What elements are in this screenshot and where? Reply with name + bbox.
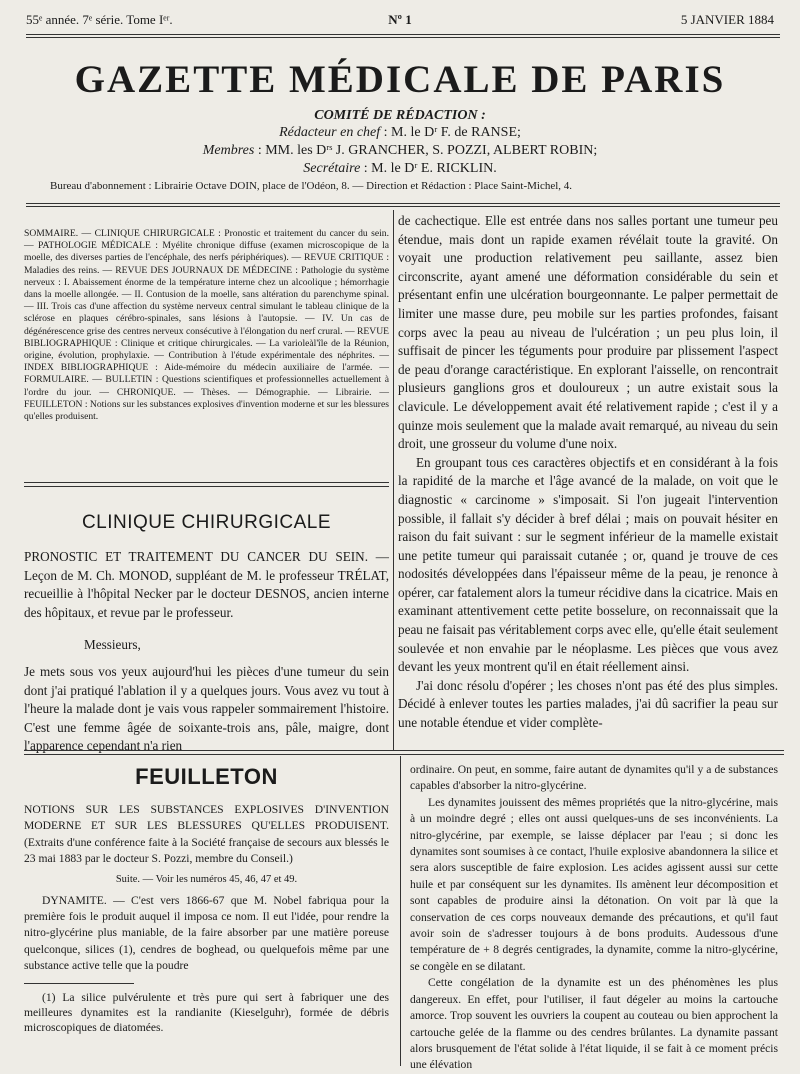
clinique-paragraph: Je mets sous vos yeux aujourd'hui les pièces d'une tumeur du sein dont j'ai pratiqué l'ablation il y a quelques jours. Vous avez vu tout à l'heure la malade dont je vais vous rappeler sommairement l'histoire. C'est une femme âgée de soixante-trois ans, pâle, maigre, dont l'apparence cependant n'a rien xyxy=(24,663,389,754)
feuilleton-title: FEUILLETON xyxy=(135,764,278,789)
masthead-rule-double xyxy=(26,206,780,207)
masthead-rule xyxy=(26,203,780,204)
secretaire-label: Secrétaire xyxy=(303,161,361,176)
footnote-rule xyxy=(24,983,134,984)
edition-info: 55ᵉ année. 7ᵉ série. Tome Iᵉʳ. xyxy=(26,12,173,27)
secretaire-value: : M. le Dʳ E. RICKLIN. xyxy=(360,161,497,176)
redacteur-line xyxy=(26,124,774,142)
sommaire-rule xyxy=(24,482,389,483)
issue-date: 5 JANVIER 1884 xyxy=(680,12,774,27)
clinique-intro: PRONOSTIC ET TRAITEMENT DU CANCER DU SEIN. — Leçon de M. Ch. MONOD, suppléant de M. le professeur TRÉLAT, recueillie à l'hôpital Necker par le docteur DESNOS, ancien interne des hôpitaux, et revue par le professeur. xyxy=(24,549,389,620)
issue-header xyxy=(26,12,774,30)
right-top-p3: J'ai donc résolu d'opérer ; les choses n'ont pas été des plus simples. Décidé à enlever toutes les parties malades, j'ai dû sacrifier la peau sur une notable étendue et vider complète- xyxy=(398,677,778,731)
newspaper-title: GAZETTE MÉDICALE DE PARIS xyxy=(74,58,726,101)
issue-number: Nº 1 xyxy=(388,12,412,27)
feuilleton-footnote: (1) La silice pulvérulente et très pure qui sert à fabriquer une des meilleures dynamites est la randianite (Kieselguhr), formée de débris microscopiques de diatomées. xyxy=(24,990,389,1034)
membres-value: : MM. les Dʳˢ J. GRANCHER, S. POZZI, ALBERT ROBIN; xyxy=(254,143,598,158)
feuilleton-rule-double xyxy=(24,754,784,755)
comite-heading: COMITÉ DE RÉDACTION : xyxy=(314,108,486,123)
header-rule xyxy=(26,34,780,35)
membres-label: Membres xyxy=(202,143,255,158)
redacteur-label: Rédacteur en chef xyxy=(279,125,381,140)
right-bottom-p2: Les dynamites jouissent des mêmes propriétés que la nitro-glycérine, mais à un moindre degré ; elles ont aussi quelques-uns de ses inconvénients. La nitro-glycérine, par exemple, se laisse déplacer par l'eau ; si donc les dynamites sont soumises à ce contact, l'huile explosive abandonnera la silice et sera alors susceptible de faire explosion. Les acides agissent aussi sur cette huile et par conséquent sur les dynamites. Ils amènent leur décomposition et sont capables de produire ainsi la détonation. On voit par là que la conservation de ces corps nouveaux demande des précautions, et qu'il faut avoir soin de s'adresser toujours à de bons produits. Audessous d'une température de + 8 degrés centigrades, la dynamite, comme la nitro-glycérine, se congèle en se dilatant. xyxy=(410,795,778,973)
secretaire-line xyxy=(26,160,774,178)
right-bottom-p1: ordinaire. On peut, en somme, faire autant de dynamites qu'il y a de substances capables d'absorber la nitro-glycérine. xyxy=(410,763,778,793)
right-bottom-p3: Cette congélation de la dynamite est un des phénomènes les plus dangereux. En effet, pour l'utiliser, il faut dégeler au moins la cartouche amorce. Trop souvent les ouvriers la coupent au couteau ou bien approchent la cartouche gelée de la flamme ou des cendres brûlantes. La dynamite passant alors brusquement de l'état solide à l'état liquide, il se fait à ce moment précis une élévation xyxy=(410,976,778,1072)
feuilleton-intro: NOTIONS SUR LES SUBSTANCES EXPLOSIVES D'INVENTION MODERNE ET SUR LES BLESSURES QU'ELLES PRODUISENT. (Extraits d'une conférence faite à la Société française de secours aux blessés le 23 mai 1883 par le docteur S. Pozzi, membre du Conseil.) xyxy=(24,803,389,866)
sommaire-rule-double xyxy=(24,486,389,487)
right-top-p2: En groupant tous ces caractères objectifs et en considérant à la fois la rapidité de la marche et l'âge avancé de la malade, on voit que le diagnostic « carcinome » s'imposait. Si l'on jugeait l'intervention possible, il fallait s'y décider à bref délai ; mais on pouvait hésiter en raison du fait suivant : sur le segment inférieur de la mamelle existait une petite tumeur qui paraissait cutanée ; or, quand je trouve de ces nodosités développées dans l'épaisseur même de la peau, je renonce à opérer, car fatalement alors la tumeur récidive dans la cicatrice. Mais en examinant attentivement cette petite bosselure, on reconnaissait que la peau ne faisait pas véritablement corps avec elle, qu'elle était seulement soulevée et non envahie par le néoplasme. Les pièces que vous avez devant les yeux montrent qu'il en était réellement ainsi. xyxy=(398,454,778,675)
clinique-salutation: Messieurs, xyxy=(84,637,141,653)
masthead xyxy=(26,58,774,178)
column-divider-bottom xyxy=(400,756,401,1066)
feuilleton-paragraph: DYNAMITE. — C'est vers 1866-67 que M. Nobel fabriqua pour la première fois le produit auquel il imposa ce nom. Il eut l'idée, pour rendre la nitro-glycérine plus maniable, de la faire absorber par une matière poreuse quelconque, silices (1), cendres de boghead, ou quelquefois même par une substance active telle que la poudre xyxy=(24,893,389,973)
header-rule-double xyxy=(26,37,780,38)
feuilleton-section xyxy=(24,764,389,1035)
redacteur-value: : M. le Dʳ F. de RANSE; xyxy=(380,125,521,140)
clinique-section xyxy=(24,512,389,756)
right-top-p1: de cachectique. Elle est entrée dans nos salles portant une tumeur peu étendue, mais dont un rapide examen révélait toute la gravité. On voyait une production relativement peu saillante, assez bien circonscrite, ayant amené une déformation considérable du sein et présentant enfin une ulcération bourgeonnante. Le palper permettait de limiter une masse dure, peu mobile sur les parties profondes, faisant corps avec la peau au niveau de l'ulcération ; un peu plus loin, il suffisait de pincer les téguments pour produire par plissement l'aspect de peau d'orange caractéristique. En explorant l'aisselle, on rencontrait plusieurs ganglions gros et douloureux ; un autre existait sous la clavicule. Le développement avait été relativement rapide ; c'est il y a quinze mois seulement que la malade avait remarqué, au niveau du sein droit, une grosseur du volume d'une noix. xyxy=(398,213,778,452)
feuilleton-suite: Suite. — Voir les numéros 45, 46, 47 et 49. xyxy=(115,873,298,885)
bureau-line: Bureau d'abonnement : Librairie Octave DOIN, place de l'Odéon, 8. — Direction et Rédaction : Place Saint-Michel, 4. xyxy=(50,180,573,192)
feuilleton-continuation xyxy=(410,762,778,1074)
sommaire: SOMMAIRE. — CLINIQUE CHIRURGICALE : Pronostic et traitement du cancer du sein. — PATHOLOGIE MÉDICALE : Myélite chronique diffuse (examen microscopique de la moelle, des diverses parties de l'encéphale, des nerfs périphériques). — REVUE CRITIQUE : Maladies des reins. — REVUE DES JOURNAUX DE MÉDECINE : Pathologie du système nerveux : I. Abaissement énorme de la température interne chez un alcoolique ; hémorrhagie dans la moelle allongée. — II. Contusion de la moelle, sans altération du parenchyme spinal. — III. Trois cas d'une affection du système nerveux central simulant le tableau clinique de la sclérose en plaques cérébro-spinales, sans lésions à l'autopsie. — IV. Un cas de dégénérescence grise des centres nerveux consécutive à l'élongation du nerf crural. — REVUE BIBLIOGRAPHIQUE : Clinique et critique chirurgicales. — La varioleàl'île de la Réunion, origine, évolution, prophylaxie. — Contribution à l'étude expérimentale des néphrites. — INDEX BIBLIOGRAPHIQUE : Aide-mémoire du médecin auxiliaire de l'armée. — FORMULAIRE. — BULLETIN : Questions scientifiques et professionnelles actuellement à l'ordre du jour. — CHRONIQUE. — Thèses. — Démographie. — Librairie. — FEUILLETON : Notions sur les substances explosives d'invention moderne et sur les blessures qu'elles produisent. xyxy=(24,228,389,423)
feuilleton-rule xyxy=(24,750,784,751)
column-divider-top xyxy=(393,210,394,750)
clinique-continuation xyxy=(398,212,778,733)
clinique-title: CLINIQUE CHIRURGICALE xyxy=(81,512,332,533)
membres-line xyxy=(26,142,774,160)
